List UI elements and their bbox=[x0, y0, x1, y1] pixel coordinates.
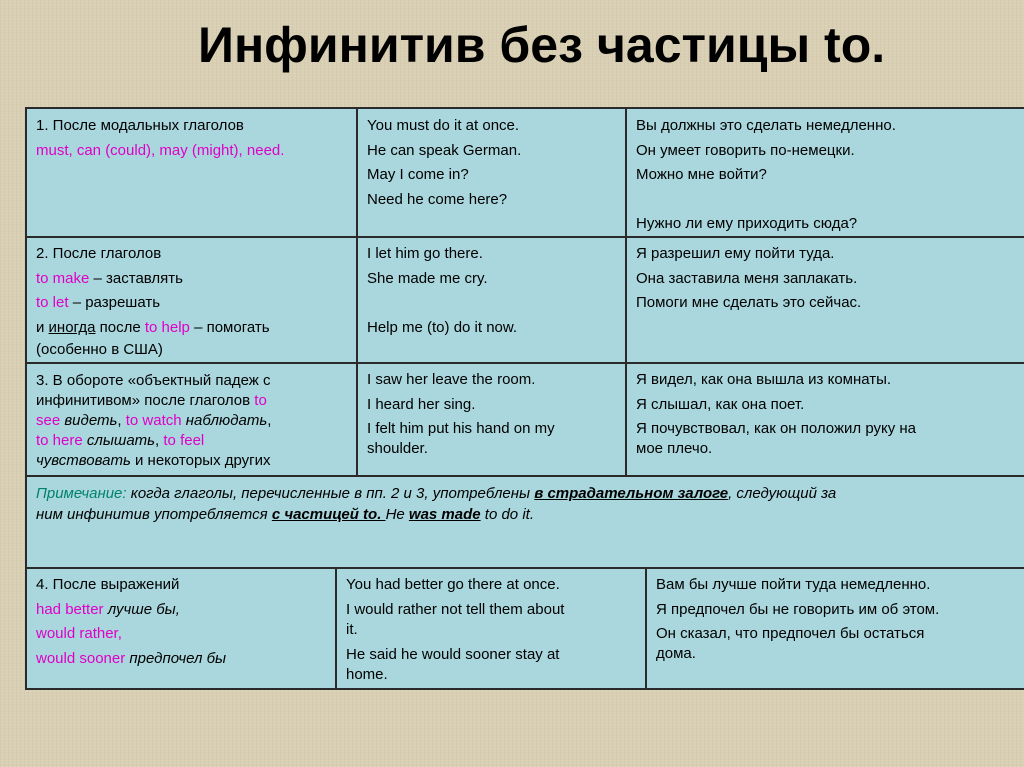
verb-translation: видеть bbox=[60, 412, 118, 429]
examples-en-1 bbox=[367, 114, 622, 212]
text: инфинитивом» после глаголов bbox=[36, 392, 255, 409]
text: когда глаголы, перечисленные в пп. 2 и 3, употреблены bbox=[126, 485, 535, 502]
examples-ru-1 bbox=[636, 114, 1021, 237]
example-en: Need he come here? bbox=[367, 190, 508, 208]
rule-title: 2. После глаголов bbox=[36, 245, 162, 262]
example-en: I saw her leave the room. bbox=[367, 371, 536, 388]
rule-line bbox=[36, 431, 351, 451]
example-en: May I come in? bbox=[367, 166, 469, 183]
example-ru: Вы должны это сделать немедленно. bbox=[636, 117, 896, 134]
underlined-text: с частицей to. bbox=[271, 506, 386, 523]
note-cell bbox=[36, 483, 1021, 525]
expression: would sooner bbox=[36, 649, 126, 667]
expression-translation: предпочел бы bbox=[125, 649, 227, 667]
example-ru: Она заставила меня заплакать. bbox=[636, 269, 858, 287]
example-ru: Я видел, как она вышла из комнаты. bbox=[636, 371, 892, 388]
expression-translation: лучше бы, bbox=[103, 600, 180, 618]
example-ru: Помоги мне сделать это сейчас. bbox=[636, 294, 862, 311]
text: и некоторых других bbox=[130, 452, 271, 469]
example-en: I let him go there. bbox=[367, 245, 483, 262]
slide-title: Инфинитив без частицы to. bbox=[198, 17, 886, 73]
text: to do it. bbox=[480, 506, 534, 523]
text: , bbox=[155, 432, 164, 449]
verb-line bbox=[36, 267, 351, 292]
verb-line bbox=[36, 291, 351, 316]
example-ru: Я слышал, как она поет. bbox=[636, 395, 805, 413]
example-ru: Он умеет говорить по-немецки. bbox=[636, 141, 855, 159]
column-divider bbox=[625, 109, 627, 476]
verb-translation: наблюдать bbox=[181, 412, 268, 429]
text: , bbox=[267, 412, 272, 429]
example-en: Help me (to) do it now. bbox=[367, 318, 518, 336]
example-ru: Вам бы лучше пойти туда немедленно. bbox=[656, 576, 931, 593]
expression-line bbox=[36, 647, 331, 672]
text: и bbox=[36, 318, 49, 336]
verb-translation: – заставлять bbox=[89, 269, 183, 287]
verb: to let bbox=[36, 294, 69, 311]
example-en: it. bbox=[346, 620, 358, 638]
column-divider bbox=[335, 568, 337, 690]
examples-en-3 bbox=[367, 368, 622, 459]
expression: had better bbox=[36, 600, 104, 618]
column-divider bbox=[356, 109, 358, 476]
example-ru: Нужно ли ему приходить сюда? bbox=[636, 215, 858, 232]
examples-en-2 bbox=[367, 242, 622, 340]
underlined-text: в страдательном залоге bbox=[534, 485, 729, 502]
verb: to watch bbox=[125, 412, 182, 429]
example-en: You had better go there at once. bbox=[346, 576, 560, 593]
modal-verbs: must, can (could), may (might), need. bbox=[36, 141, 285, 159]
example-ru: Можно мне войти? bbox=[636, 166, 767, 183]
verb-translation: слышать bbox=[82, 432, 156, 449]
rule-cell-3 bbox=[36, 371, 351, 471]
verb: to here bbox=[36, 432, 83, 449]
text: после bbox=[95, 318, 145, 336]
verb: to make bbox=[36, 269, 90, 287]
text: , bbox=[117, 412, 126, 429]
example-en: home. bbox=[346, 665, 388, 683]
example-ru: дома. bbox=[656, 645, 696, 662]
examples-ru-3 bbox=[636, 368, 1021, 459]
row-divider bbox=[27, 475, 1024, 477]
infinitive-table bbox=[25, 107, 1024, 690]
rule-cell-1 bbox=[36, 114, 351, 163]
example-ru: Я почувствовал, как он положил руку на bbox=[636, 420, 917, 437]
example-en: I heard her sing. bbox=[367, 395, 476, 413]
example-en: I would rather not tell them about bbox=[346, 600, 565, 618]
expression: would rather, bbox=[36, 625, 122, 642]
example-en: shoulder. bbox=[367, 440, 428, 457]
example-ru: Я разрешил ему пойти туда. bbox=[636, 245, 835, 262]
rule-title: 1. После модальных глаголов bbox=[36, 117, 244, 134]
note-label: Примечание: bbox=[36, 485, 127, 502]
rule-line bbox=[36, 411, 351, 431]
rule-cell-4 bbox=[36, 573, 331, 671]
examples-en-4 bbox=[346, 573, 641, 685]
verb: to feel bbox=[163, 432, 205, 449]
underlined-text: иногда bbox=[48, 318, 96, 336]
column-divider bbox=[645, 568, 647, 690]
note-line bbox=[36, 504, 1021, 525]
verb: see bbox=[36, 412, 61, 429]
text: ним инфинитив употребляется bbox=[36, 506, 272, 523]
rule-line bbox=[36, 391, 351, 411]
example-ru: Он сказал, что предпочел бы остаться bbox=[656, 625, 925, 642]
note-line bbox=[36, 483, 1021, 504]
verb: to bbox=[254, 392, 267, 409]
example-en: She made me cry. bbox=[367, 269, 488, 287]
examples-ru-2 bbox=[636, 242, 1021, 316]
verb-translation: – разрешать bbox=[68, 294, 161, 311]
verb-line bbox=[36, 316, 351, 341]
text: , следующий за bbox=[728, 485, 837, 502]
example-en: He can speak German. bbox=[367, 141, 522, 159]
row-divider bbox=[27, 362, 1024, 364]
verb: to help bbox=[144, 318, 190, 336]
note-text: (особенно в США) bbox=[36, 341, 163, 358]
text: He bbox=[385, 506, 409, 523]
rule-title: 3. В обороте «объектный падеж с bbox=[36, 372, 271, 389]
examples-ru-4 bbox=[656, 573, 1021, 664]
expression-line bbox=[36, 598, 331, 623]
example-ru: Я предпочел бы не говорить им об этом. bbox=[656, 600, 940, 618]
example-ru: мое плечо. bbox=[636, 440, 713, 457]
example-en: He said he would sooner stay at bbox=[346, 645, 560, 663]
verb-translation: – помогать bbox=[189, 318, 270, 336]
rule-cell-2 bbox=[36, 242, 351, 360]
underlined-text: was made bbox=[408, 506, 481, 523]
rule-line bbox=[36, 451, 351, 471]
example-en: I felt him put his hand on my bbox=[367, 420, 555, 437]
example-en: You must do it at once. bbox=[367, 117, 520, 134]
verb-translation: чувствовать bbox=[36, 452, 131, 469]
rule-title: 4. После выражений bbox=[36, 576, 180, 593]
row-divider bbox=[27, 567, 1024, 569]
